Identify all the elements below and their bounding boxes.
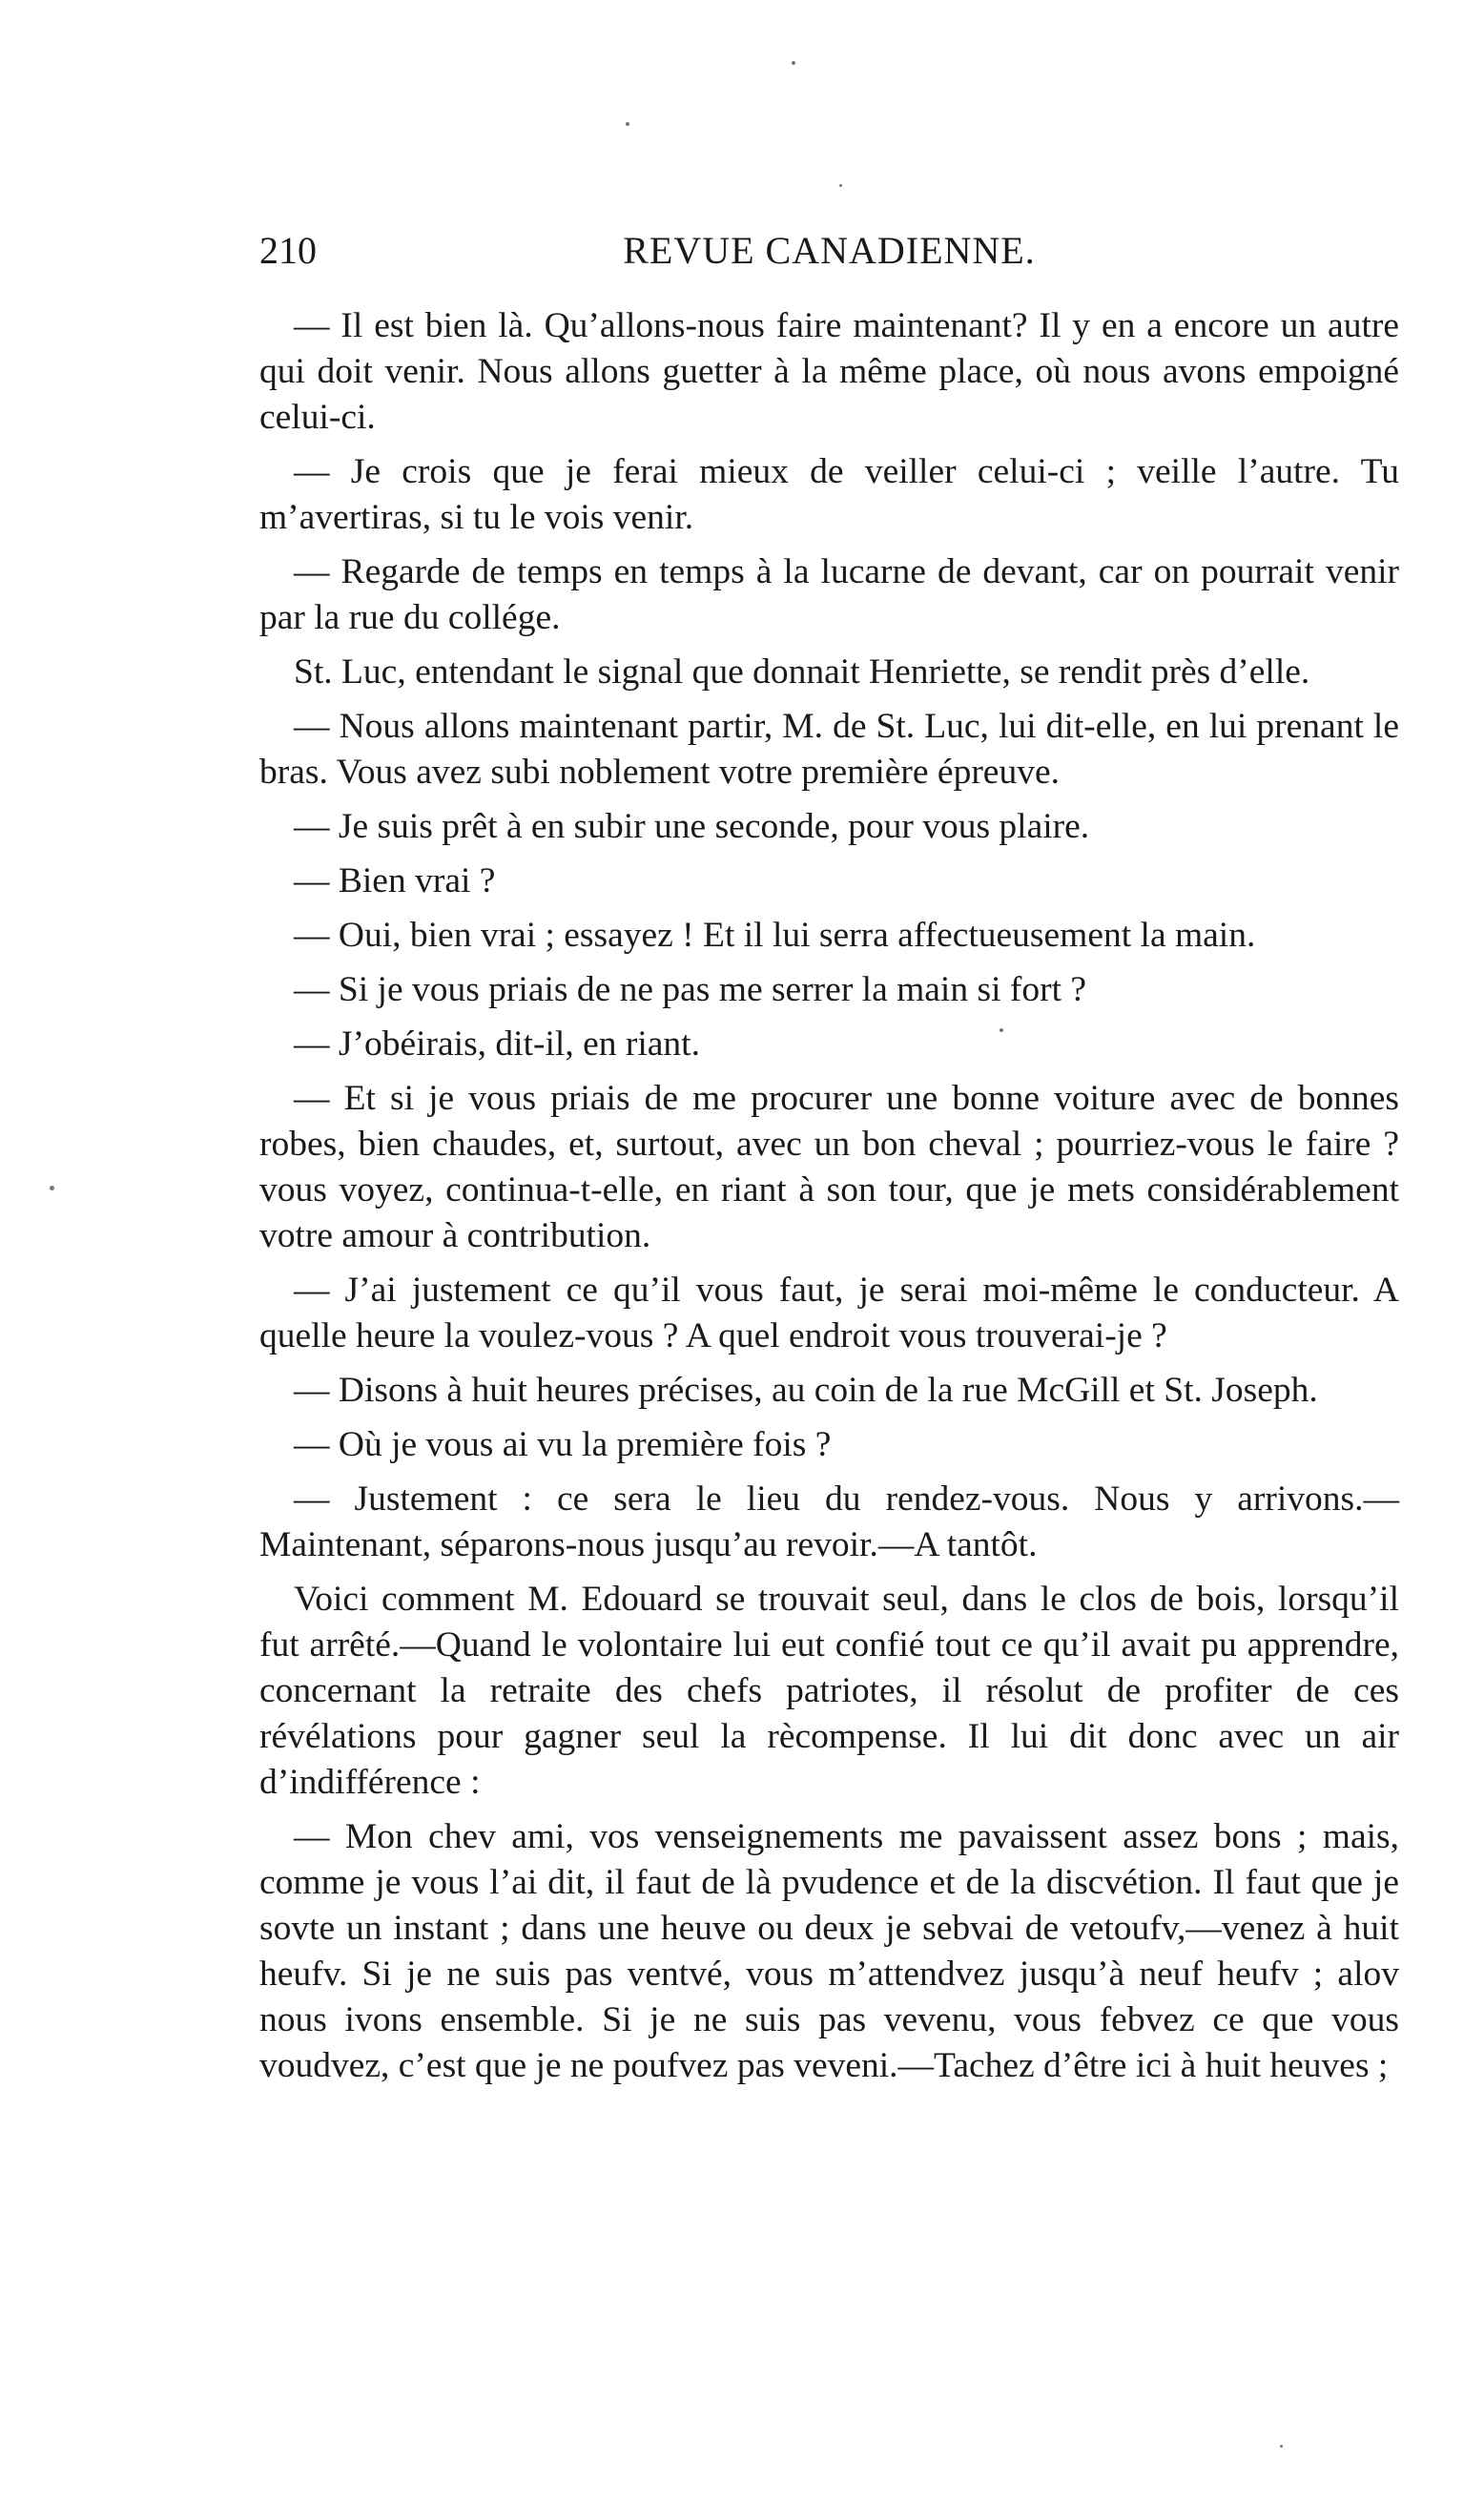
paragraph: — J’obéirais, dit-il, en riant. (294, 1024, 700, 1064)
paragraph: — Je suis prêt à en subir une seconde, pour vous plaire. (294, 807, 1090, 846)
paragraph: — Il est bien là. Qu’allons-nous faire maintenant? Il y en a encore un autre qui doit venir. Nous allons guetter à la même place, où nous avons empoigné celui-ci. (259, 306, 1399, 437)
paragraph: — Où je vous ai vu la première fois ? (294, 1425, 832, 1464)
paragraph: St. Luc, entendant le signal que donnait Henriette, se rendit près d’elle. (294, 652, 1310, 692)
paragraph: — Regarde de temps en temps à la lucarne de devant, car on pourrait venir par la rue du collége. (259, 552, 1399, 637)
body-text (259, 303, 1399, 2098)
paragraph: — Bien vrai ? (294, 861, 496, 900)
paragraph: — Nous allons maintenant partir, M. de St. Luc, lui dit-elle, en lui prenant le bras. Vous avez subi noblement votre première épreuve. (259, 707, 1399, 792)
paragraph: — Je crois que je ferai mieux de veiller celui-ci ; veille l’autre. Tu m’avertiras, si tu le vois venir. (259, 452, 1399, 537)
paragraph: — J’ai justement ce qu’il vous faut, je serai moi-même le conducteur. A quelle heure la voulez-vous ? A quel endroit vous trouverai-je ? (259, 1271, 1399, 1355)
paragraph: — Oui, bien vrai ; essayez ! Et il lui serra affectueusement la main. (294, 916, 1256, 955)
paragraph: — Disons à huit heures précises, au coin de la rue McGill et St. Joseph. (294, 1371, 1318, 1410)
paragraph: Voici comment M. Edouard se trouvait seul, dans le clos de bois, lorsqu’il fut arrêté.—Quand le volontaire lui eut confié tout ce qu’il avait pu apprendre, concernant la retraite des chefs patriotes, il résolut de profiter de ces révélations pour gagner seul la rècompense. Il lui dit donc avec un air d’indifférence : (259, 1580, 1399, 1802)
page-number: 210 (259, 229, 317, 272)
paragraph: — Justement : ce sera le lieu du rendez-vous. Nous y arrivons.— Maintenant, séparons-nous jusqu’au revoir.—A tantôt. (259, 1479, 1399, 1564)
paragraph: — Et si je vous priais de me procurer une bonne voiture avec de bonnes robes, bien chaudes, et, surtout, avec un bon cheval ; pourriez-vous le faire ? vous voyez, continua-t-elle, en riant à son tour, que je mets considérablement votre amour à contribution. (259, 1079, 1399, 1255)
running-title: REVUE CANADIENNE. (623, 229, 1036, 272)
page-header (259, 229, 1399, 273)
paragraph: — Si je vous priais de ne pas me serrer la main si fort ? (294, 970, 1087, 1009)
paragraph: — Mon chev ami, vos venseignements me pavaissent assez bons ; mais, comme je vous l’ai dit, il faut de là pvudence et de la discvétion. Il faut que je sovte un instant ; dans une heuve ou deux je sebvai de vetoufv,—venez à huit heufv. Si je ne suis pas ventvé, vous m’attendvez jusqu’à neuf heufv ; alov nous ivons ensemble. Si je ne suis pas vevenu, vous febvez ce que vous voudvez, c’est que je ne poufvez pas veveni.—Tachez d’être ici à huit heuves ; (259, 1817, 1399, 2085)
